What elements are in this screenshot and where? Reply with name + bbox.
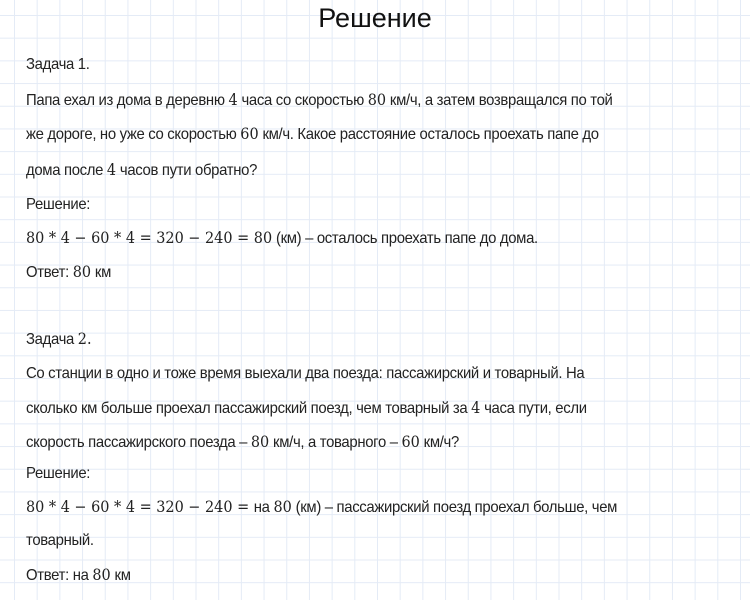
math-expression: 80 * 4 − 60 * 4 = 320 − 240 = <box>26 229 254 247</box>
task-2-problem-line-2 <box>26 398 587 419</box>
text-segment: же дороге, но уже со скоростью <box>26 126 241 143</box>
text-segment: часа со скоростью <box>237 92 368 109</box>
math-number: 60 <box>240 125 259 143</box>
math-number: 80 <box>253 229 273 247</box>
math-number: 80 <box>273 498 292 516</box>
task-1-solution-label: Решение: <box>26 196 91 213</box>
task-1-solution-equation <box>26 228 538 249</box>
task-2-solution-equation <box>26 497 617 518</box>
math-number: 80 <box>92 566 111 584</box>
answer-unit: км <box>110 567 131 584</box>
task-heading-word: Задача <box>26 56 74 73</box>
math-number: 4 <box>106 161 117 179</box>
text-segment: Папа ехал из дома в деревню <box>26 92 229 109</box>
text-segment: сколько км больше проехал пассажирский поезд, чем товарный за <box>26 400 472 417</box>
text-segment: (км) – пассажирский поезд проехал больше, чем <box>291 499 618 516</box>
text-segment: часа пути, если <box>480 400 587 417</box>
math-number: 4 <box>471 399 481 417</box>
task-heading-word: Задача <box>26 331 74 348</box>
text-segment: км/ч? <box>419 434 459 451</box>
text-segment: часов пути обратно? <box>116 162 258 179</box>
answer-unit: км <box>91 264 111 281</box>
text-segment: км/ч. Какое расстояние осталось проехать папе до <box>258 126 599 143</box>
task-heading-number: 2. <box>77 330 92 348</box>
text-segment: км/ч, а товарного – <box>269 434 402 451</box>
task-2-answer <box>26 565 131 586</box>
answer-label: Ответ: на <box>26 567 93 584</box>
task-1-problem-line-1 <box>26 90 613 111</box>
text-segment: на <box>253 499 274 516</box>
text-segment: (км) – осталось проехать папе до дома. <box>272 230 538 247</box>
task-1-problem-line-2 <box>26 124 599 145</box>
task-2-problem-line-1 <box>26 364 584 384</box>
text-segment: скорость пассажирского поезда – <box>26 434 251 451</box>
math-number: 4 <box>228 91 238 109</box>
math-number: 60 <box>401 433 420 451</box>
math-number: 80 <box>367 91 387 109</box>
task-1-answer <box>26 262 111 283</box>
task-2-solution-label: Решение: <box>26 465 91 482</box>
page-title: Решение <box>318 3 432 33</box>
task-2-problem-line-3 <box>26 432 459 453</box>
math-number: 80 <box>72 263 92 281</box>
task-2-heading <box>26 329 92 350</box>
math-number: 80 <box>250 433 270 451</box>
task-1-problem-line-3 <box>26 160 257 181</box>
math-expression: 80 * 4 − 60 * 4 = 320 − 240 = <box>26 498 254 516</box>
task-2-solution-continuation: товарный. <box>26 532 94 549</box>
text-segment: км/ч, а затем возвращался по той <box>386 92 613 109</box>
text-segment: дома после <box>26 162 107 179</box>
task-heading-number: 1. <box>77 56 90 73</box>
answer-label: Ответ: <box>26 264 73 281</box>
task-1-heading <box>26 55 90 75</box>
text-segment: Со станции в одно и тоже время выехали два поезда: пассажирский и товарный. На <box>26 365 585 382</box>
